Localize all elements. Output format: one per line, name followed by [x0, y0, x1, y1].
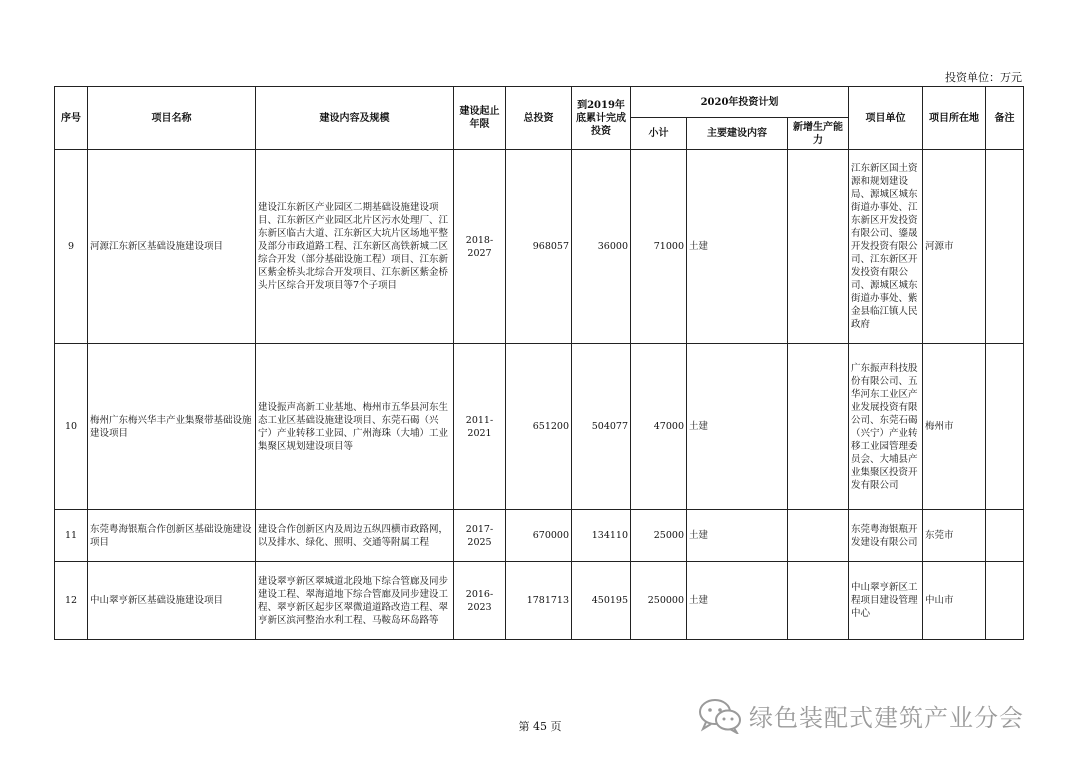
cell-main-content: 土建: [687, 562, 788, 640]
cell-total: 1781713: [506, 562, 572, 640]
header-location: 项目所在地: [923, 87, 986, 150]
cell-project-name: 中山翠亨新区基础设施建设项目: [88, 562, 256, 640]
table-row: [55, 562, 1024, 640]
cell-project-unit: 中山翠亨新区工程项目建设管理中心: [849, 562, 923, 640]
table-row: [55, 344, 1024, 510]
cell-completed: 504077: [572, 344, 631, 510]
cell-project-name: 东莞粤海银瓶合作创新区基础设施建设项目: [88, 510, 256, 562]
header-main-content: 主要建设内容: [687, 118, 788, 150]
cell-period: 2011-2021: [454, 344, 506, 510]
cell-subtotal: 25000: [631, 510, 687, 562]
cell-completed: 450195: [572, 562, 631, 640]
header-subtotal: 小计: [631, 118, 687, 150]
cell-remark: [986, 562, 1024, 640]
cell-scope: 建设翠亨新区翠城道北段地下综合管廊及同步建设工程、翠海道地下综合管廊及同步建设工程、翠亨新区起步区翠微道道路改造工程、翠亨新区滨河整治水利工程、马鞍岛环岛路等: [256, 562, 454, 640]
cell-completed: 36000: [572, 150, 631, 344]
header-plan-2020: 2020年投资计划: [631, 87, 849, 118]
header-period: 建设起止年限: [454, 87, 506, 150]
header-project-unit: 项目单位: [849, 87, 923, 150]
cell-total: 968057: [506, 150, 572, 344]
cell-location: 东莞市: [923, 510, 986, 562]
header-capacity: 新增生产能力: [788, 118, 849, 150]
cell-completed: 134110: [572, 510, 631, 562]
cell-capacity: [788, 344, 849, 510]
cell-location: 河源市: [923, 150, 986, 344]
wechat-watermark: [697, 696, 1024, 734]
investment-unit-note: 投资单位：万元: [945, 71, 1022, 84]
header-project-name: 项目名称: [88, 87, 256, 150]
table-row: [55, 510, 1024, 562]
cell-remark: [986, 150, 1024, 344]
cell-scope: 建设振声高新工业基地、梅州市五华县河东生态工业区基础设施建设项目、东莞石碣（兴宁）产业转移工业园、广州海珠（大埔）工业集聚区规划建设项目等: [256, 344, 454, 510]
cell-capacity: [788, 150, 849, 344]
cell-period: 2016-2023: [454, 562, 506, 640]
cell-capacity: [788, 510, 849, 562]
watermark-text: 绿色装配式建筑产业分会: [749, 703, 1024, 732]
cell-capacity: [788, 562, 849, 640]
cell-main-content: 土建: [687, 150, 788, 344]
header-remark: 备注: [986, 87, 1024, 150]
investment-plan-table: [54, 86, 1024, 640]
wechat-icon: [697, 696, 743, 734]
header-scope: 建设内容及规模: [256, 87, 454, 150]
cell-scope: 建设合作创新区内及周边五纵四横市政路网，以及排水、绿化、照明、交通等附属工程: [256, 510, 454, 562]
cell-project-unit: 广东振声科技股份有限公司、五华河东工业区产业发展投资有限公司、东莞石碣（兴宁）产业转移工业园管理委员会、大埔县产业集聚区投资开发有限公司: [849, 344, 923, 510]
cell-remark: [986, 510, 1024, 562]
cell-remark: [986, 344, 1024, 510]
cell-location: 中山市: [923, 562, 986, 640]
cell-total: 670000: [506, 510, 572, 562]
cell-project-name: 梅州广东梅兴华丰产业集聚带基础设施建设项目: [88, 344, 256, 510]
table-row: [55, 150, 1024, 344]
header-seq: 序号: [55, 87, 88, 150]
cell-period: 2018-2027: [454, 150, 506, 344]
cell-main-content: 土建: [687, 344, 788, 510]
cell-period: 2017-2025: [454, 510, 506, 562]
cell-scope: 建设江东新区产业园区二期基础设施建设项目、江东新区产业园区北片区污水处理厂、江东新区临古大道、江东新区大坑片区场地平整及部分市政道路工程、江东新区高铁新城二区综合开发（部分基础设施工程）项目、江东新区紫金桥头北综合开发项目、江东新区紫金桥头片区综合开发项目等7个子项目: [256, 150, 454, 344]
cell-total: 651200: [506, 344, 572, 510]
cell-seq: 12: [55, 562, 88, 640]
cell-seq: 9: [55, 150, 88, 344]
cell-subtotal: 71000: [631, 150, 687, 344]
cell-subtotal: 47000: [631, 344, 687, 510]
cell-main-content: 土建: [687, 510, 788, 562]
cell-project-unit: 江东新区国土资源和规划建设局、源城区城东街道办事处、江东新区开发投资有限公司、鎏晟开发投资有限公司、江东新区开发投资有限公司、源城区城东街道办事处、紫金县临江镇人民政府: [849, 150, 923, 344]
header-total-investment: 总投资: [506, 87, 572, 150]
page-number: 第 45 页: [518, 720, 562, 733]
cell-project-unit: 东莞粤海银瓶开发建设有限公司: [849, 510, 923, 562]
cell-location: 梅州市: [923, 344, 986, 510]
cell-seq: 10: [55, 344, 88, 510]
header-completed-investment: 到2019年底累计完成投资: [572, 87, 631, 150]
cell-subtotal: 250000: [631, 562, 687, 640]
cell-project-name: 河源江东新区基础设施建设项目: [88, 150, 256, 344]
cell-seq: 11: [55, 510, 88, 562]
